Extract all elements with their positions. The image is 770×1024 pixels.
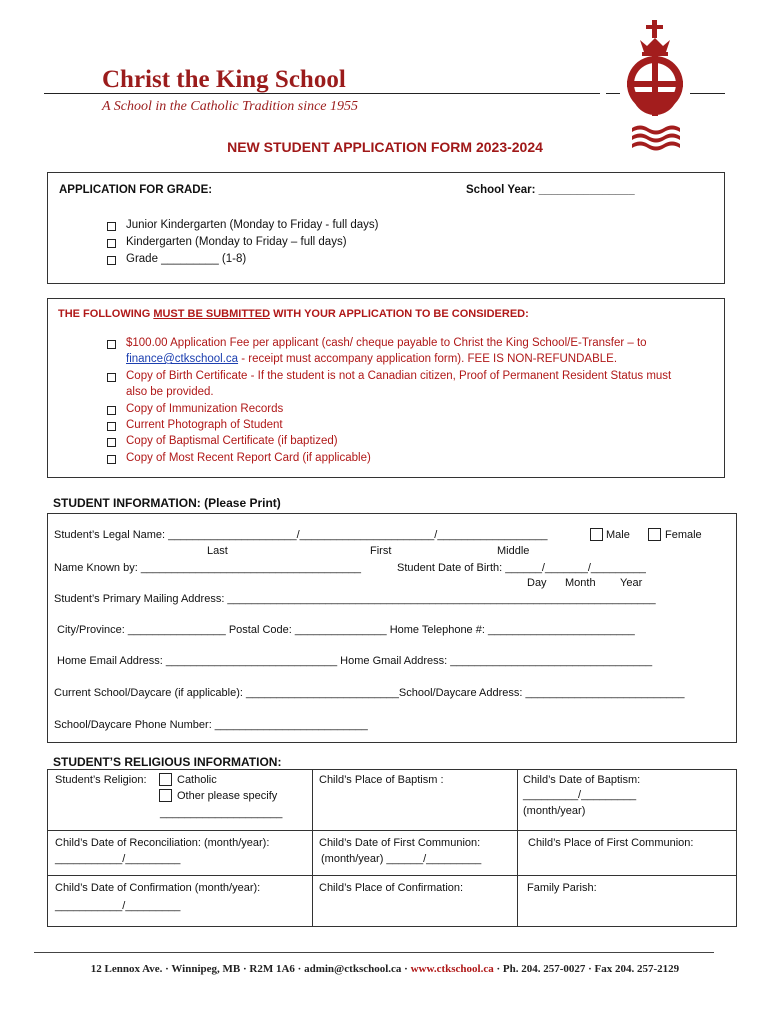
confirmation-date-label: Child’s Date of Confirmation (month/year):	[55, 882, 261, 894]
finance-email-link[interactable]: finance@ctkschool.ca	[126, 353, 239, 365]
communion-place-field[interactable]: Child’s Place of First Communion:	[528, 837, 694, 849]
other-religion-label: Other please specify	[177, 790, 278, 802]
fee-line-1: $100.00 Application Fee per applicant (cash/ cheque payable to Christ the King School/E-Transfer – to	[126, 337, 647, 349]
confirmation-date-field[interactable]: ___________/_________	[55, 900, 181, 912]
school-phone-field[interactable]: School/Daycare Phone Number: _________________________	[54, 719, 368, 731]
communion-date-label: Child’s Date of First Communion:	[319, 837, 481, 849]
photograph-checkbox[interactable]	[107, 422, 116, 431]
dob-month-caption: Month	[565, 577, 596, 589]
grade-checkbox[interactable]	[107, 256, 116, 265]
requirements-heading	[58, 308, 529, 320]
requirements-heading-emphasis: MUST BE SUBMITTED	[153, 308, 271, 320]
footer-website-link[interactable]: www.ctkschool.ca	[410, 963, 494, 975]
junior-kindergarten-checkbox[interactable]	[107, 222, 116, 231]
footer-address: 12 Lennox Ave. · Winnipeg, MB · R2M 1A6 · admin@ctkschool.ca ·	[90, 963, 411, 975]
table-row-divider-2	[47, 875, 737, 876]
form-title: NEW STUDENT APPLICATION FORM 2023-2024	[227, 139, 543, 155]
catholic-label: Catholic	[177, 774, 217, 786]
requirements-heading-pre: THE FOLLOWING	[58, 308, 154, 320]
table-divider-2	[517, 769, 518, 927]
photograph-label: Current Photograph of Student	[126, 419, 283, 431]
footer-contact	[0, 963, 770, 975]
other-religion-checkbox[interactable]	[159, 789, 172, 802]
school-year-field[interactable]: School Year: _______________	[466, 184, 635, 196]
table-row-divider-1	[47, 830, 737, 831]
report-card-checkbox[interactable]	[107, 455, 116, 464]
first-name-caption: First	[370, 545, 392, 557]
fee-line-2-text: - receipt must accompany application form). FEE IS NON-REFUNDABLE.	[238, 353, 618, 365]
immunization-label: Copy of Immunization Records	[126, 403, 284, 415]
communion-date-field[interactable]: (month/year) ______/_________	[321, 853, 482, 865]
catholic-checkbox[interactable]	[159, 773, 172, 786]
female-checkbox[interactable]	[648, 528, 661, 541]
grade-label: APPLICATION FOR GRADE:	[59, 184, 213, 196]
junior-kindergarten-label: Junior Kindergarten (Monday to Friday - full days)	[126, 219, 379, 231]
confirmation-place-field[interactable]: Child’s Place of Confirmation:	[319, 882, 464, 894]
reconciliation-date-label: Child’s Date of Reconciliation: (month/year):	[55, 837, 270, 849]
school-tagline: A School in the Catholic Tradition since 1955	[102, 99, 359, 114]
male-checkbox[interactable]	[590, 528, 603, 541]
student-info-heading: STUDENT INFORMATION: (Please Print)	[53, 496, 281, 510]
header-rule	[44, 93, 600, 94]
male-label: Male	[606, 529, 630, 541]
kindergarten-label: Kindergarten (Monday to Friday – full days)	[126, 236, 347, 248]
known-by-field[interactable]: Name Known by: ____________________________________	[54, 562, 362, 574]
religious-info-heading: STUDENT’S RELIGIOUS INFORMATION:	[53, 755, 282, 769]
email-field[interactable]: Home Email Address: ____________________________ Home Gmail Address: _________________________________	[57, 655, 653, 667]
female-label: Female	[665, 529, 702, 541]
grade-label-option: Grade _________ (1-8)	[126, 253, 247, 265]
family-parish-field[interactable]: Family Parish:	[527, 882, 597, 894]
legal-name-field[interactable]: Student’s Legal Name: _____________________/______________________/__________________	[54, 529, 548, 541]
fee-line-2	[126, 353, 617, 365]
date-of-birth-field[interactable]: Student Date of Birth: ______/_______/_________	[397, 562, 646, 574]
baptism-date-field[interactable]: _________/_________	[523, 789, 637, 801]
baptism-date-label: Child’s Date of Baptism:	[523, 774, 641, 786]
mailing-address-field[interactable]: Student’s Primary Mailing Address: ______________________________________________________________________	[54, 593, 656, 605]
fee-checkbox[interactable]	[107, 340, 116, 349]
other-religion-field[interactable]: ____________________	[160, 807, 283, 819]
middle-name-caption: Middle	[497, 545, 530, 557]
baptismal-certificate-label: Copy of Baptismal Certificate (if baptized)	[126, 435, 338, 447]
table-divider-1	[312, 769, 313, 927]
dob-day-caption: Day	[527, 577, 547, 589]
baptism-date-hint: (month/year)	[523, 805, 586, 817]
birth-certificate-line-2: also be provided.	[126, 386, 214, 398]
footer-phones: · Ph. 204. 257-0027 · Fax 204. 257-2129	[493, 963, 680, 975]
cross-crown-logo-icon	[618, 18, 692, 158]
city-postal-phone-field[interactable]: City/Province: ________________ Postal Code: _______________ Home Telephone #: ________________________	[57, 624, 635, 636]
religion-label: Student’s Religion:	[55, 774, 147, 786]
baptism-place-field[interactable]: Child’s Place of Baptism :	[319, 774, 444, 786]
last-name-caption: Last	[207, 545, 228, 557]
current-school-field[interactable]: Current School/Daycare (if applicable): _________________________School/Daycare Address: __________________________	[54, 687, 685, 699]
header-rule-right	[690, 93, 725, 94]
footer-rule	[34, 952, 714, 953]
school-name: Christ the King School	[102, 66, 346, 93]
birth-certificate-line-1: Copy of Birth Certificate - If the student is not a Canadian citizen, Proof of Permanent Resident Status must	[126, 370, 672, 382]
reconciliation-date-field[interactable]: ___________/_________	[55, 853, 181, 865]
immunization-checkbox[interactable]	[107, 406, 116, 415]
requirements-heading-post: WITH YOUR APPLICATION TO BE CONSIDERED:	[270, 308, 529, 320]
dob-year-caption: Year	[620, 577, 643, 589]
kindergarten-checkbox[interactable]	[107, 239, 116, 248]
report-card-label: Copy of Most Recent Report Card (if applicable)	[126, 452, 371, 464]
birth-certificate-checkbox[interactable]	[107, 373, 116, 382]
baptismal-certificate-checkbox[interactable]	[107, 438, 116, 447]
